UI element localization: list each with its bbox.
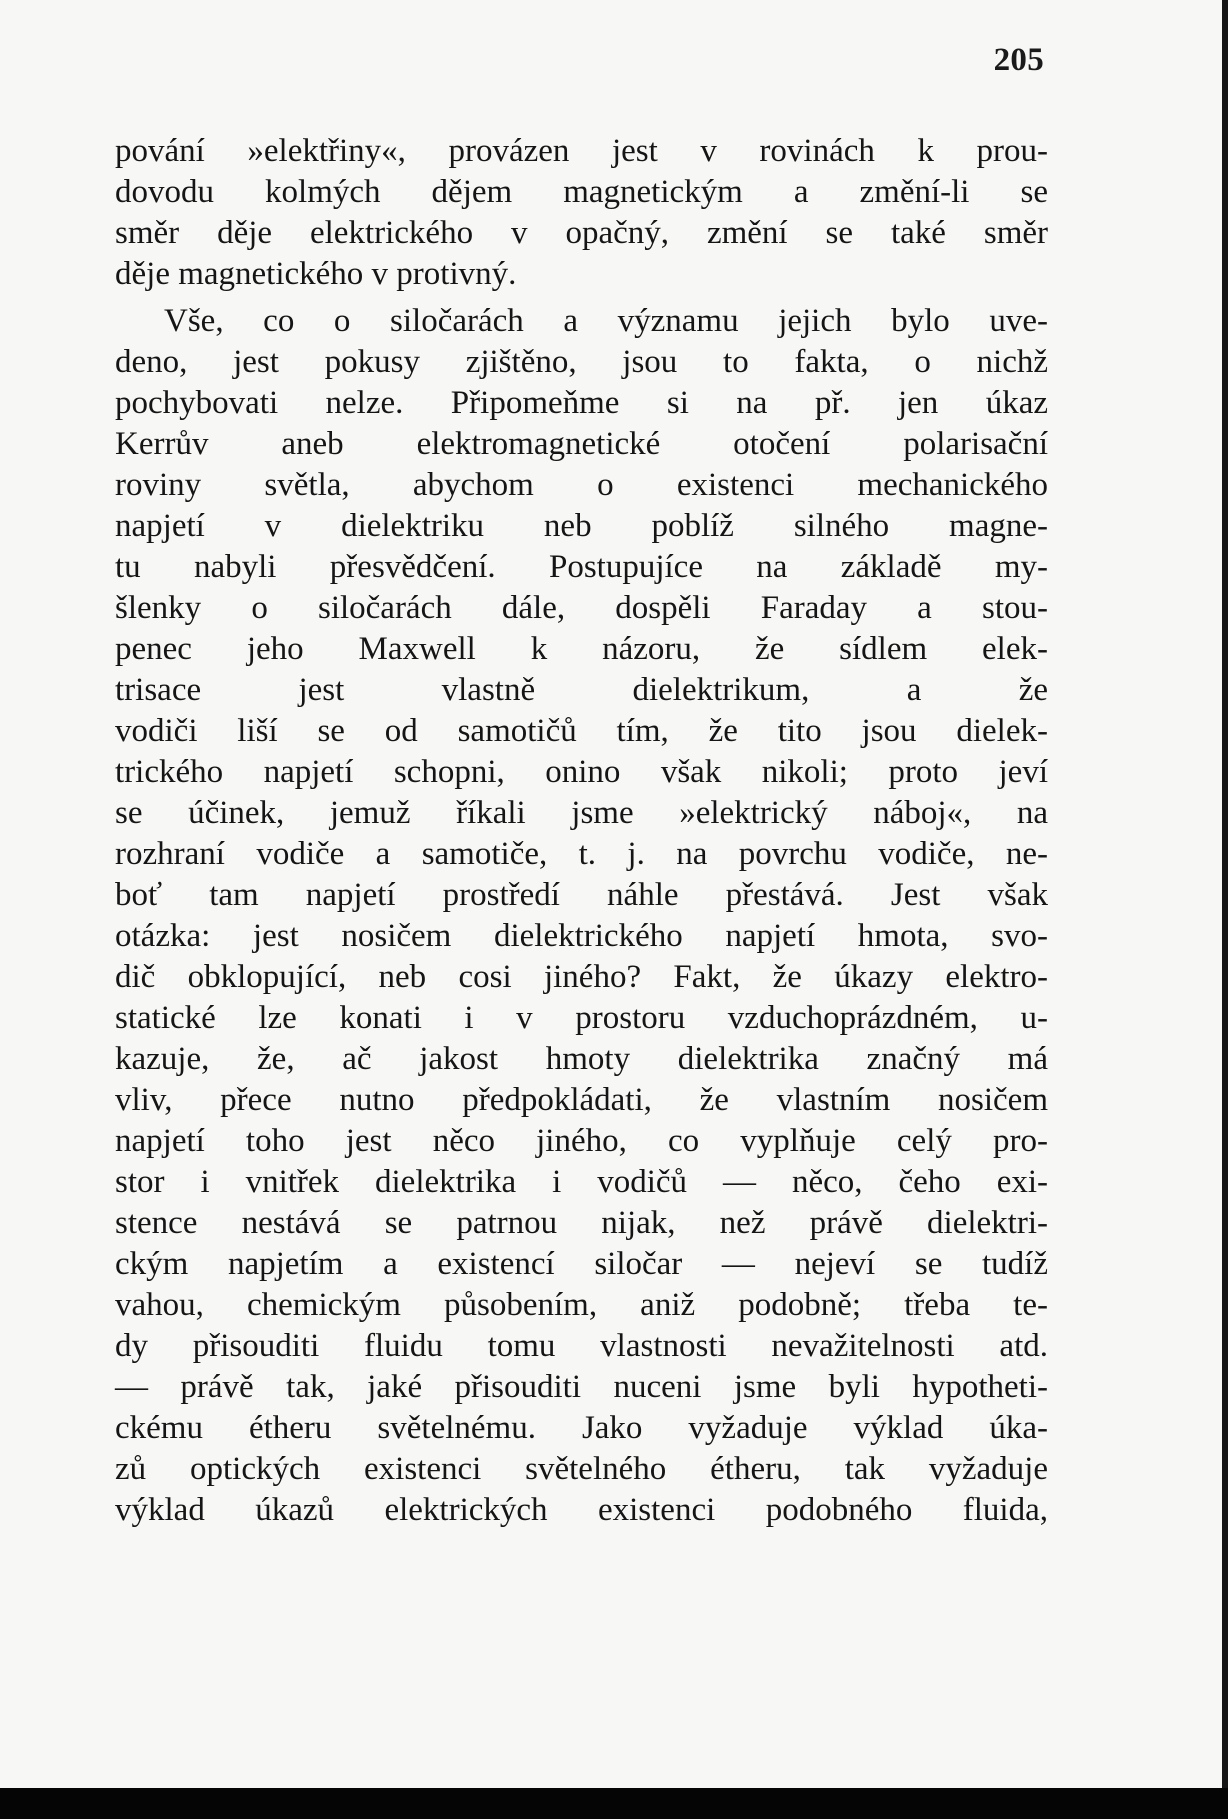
paragraph-2-line-18: statické lze konati i v prostoru vzduchoprázdném, u- bbox=[115, 1000, 1048, 1036]
paragraph-2-line-22: stor i vnitřek dielektrika i vodičů — něco, čeho exi- bbox=[115, 1164, 1048, 1200]
paragraph-2-line-16: otázka: jest nosičem dielektrického napjetí hmota, svo- bbox=[115, 918, 1048, 954]
paragraph-2-line-9: penec jeho Maxwell k názoru, že sídlem elek- bbox=[115, 631, 1048, 667]
paragraph-2-line-12: trického napjetí schopni, onino však nikoli; proto jeví bbox=[115, 754, 1048, 790]
scan-bottom-band bbox=[0, 1788, 1228, 1819]
paragraph-2-line-1: Vše, co o siločarách a významu jejich bylo uve- bbox=[164, 303, 1048, 339]
paragraph-2-line-24: ckým napjetím a existencí siločar — nejeví se tudíž bbox=[115, 1246, 1048, 1282]
paragraph-2-line-14: rozhraní vodiče a samotiče, t. j. na povrchu vodiče, ne- bbox=[115, 836, 1048, 872]
paragraph-2-line-6: napjetí v dielektriku neb poblíž silného magne- bbox=[115, 508, 1048, 544]
paragraph-1-line-4: děje magnetického v protivný. bbox=[115, 256, 517, 292]
paragraph-2-line-8: šlenky o siločarách dále, dospěli Faraday a stou- bbox=[115, 590, 1048, 626]
paragraph-2-line-20: vliv, přece nutno předpokládati, že vlastním nosičem bbox=[115, 1082, 1048, 1118]
paragraph-2-line-28: ckému étheru světelnému. Jako vyžaduje výklad úka- bbox=[115, 1410, 1048, 1446]
paragraph-2-line-21: napjetí toho jest něco jiného, co vyplňuje celý pro- bbox=[115, 1123, 1048, 1159]
paragraph-2-line-5: roviny světla, abychom o existenci mechanického bbox=[115, 467, 1048, 503]
paragraph-2-line-15: boť tam napjetí prostředí náhle přestává. Jest však bbox=[115, 877, 1048, 913]
paragraph-1-line-2: dovodu kolmých dějem magnetickým a změní-li se bbox=[115, 174, 1048, 210]
paragraph-2-line-30: výklad úkazů elektrických existenci podobného fluida, bbox=[115, 1492, 1048, 1528]
paragraph-2-line-13: se účinek, jemuž říkali jsme »elektrický náboj«, na bbox=[115, 795, 1048, 831]
paragraph-2-line-3: pochybovati nelze. Připomeňme si na př. jen úkaz bbox=[115, 385, 1048, 421]
paragraph-2-line-29: zů optických existenci světelného étheru, tak vyžaduje bbox=[115, 1451, 1048, 1487]
paragraph-2-line-7: tu nabyli přesvědčení. Postupujíce na základě my- bbox=[115, 549, 1048, 585]
paragraph-2-line-4: Kerrův aneb elektromagnetické otočení polarisační bbox=[115, 426, 1048, 462]
paragraph-2-line-2: deno, jest pokusy zjištěno, jsou to fakta, o nichž bbox=[115, 344, 1048, 380]
scan-right-edge bbox=[1222, 0, 1228, 1819]
page-body-text bbox=[115, 131, 1048, 1531]
paragraph-2-line-26: dy přisouditi fluidu tomu vlastnosti nevažitelnosti atd. bbox=[115, 1328, 1048, 1364]
paragraph-2-line-23: stence nestává se patrnou nijak, než právě dielektri- bbox=[115, 1205, 1048, 1241]
page-number: 205 bbox=[993, 42, 1044, 78]
paragraph-2-line-11: vodiči liší se od samotičů tím, že tito jsou dielek- bbox=[115, 713, 1048, 749]
paragraph-2-line-27: — právě tak, jaké přisouditi nuceni jsme byli hypotheti- bbox=[115, 1369, 1048, 1405]
paragraph-2-line-10: trisace jest vlastně dielektrikum, a že bbox=[115, 672, 1048, 708]
paragraph-1-line-3: směr děje elektrického v opačný, změní se také směr bbox=[115, 215, 1048, 251]
paragraph-2-line-19: kazuje, že, ač jakost hmoty dielektrika značný má bbox=[115, 1041, 1048, 1077]
paragraph-2-line-25: vahou, chemickým působením, aniž podobně; třeba te- bbox=[115, 1287, 1048, 1323]
paragraph-2-line-17: dič obklopující, neb cosi jiného? Fakt, že úkazy elektro- bbox=[115, 959, 1048, 995]
paragraph-1-line-1: pování »elektřiny«, provázen jest v rovinách k prou- bbox=[115, 133, 1048, 169]
